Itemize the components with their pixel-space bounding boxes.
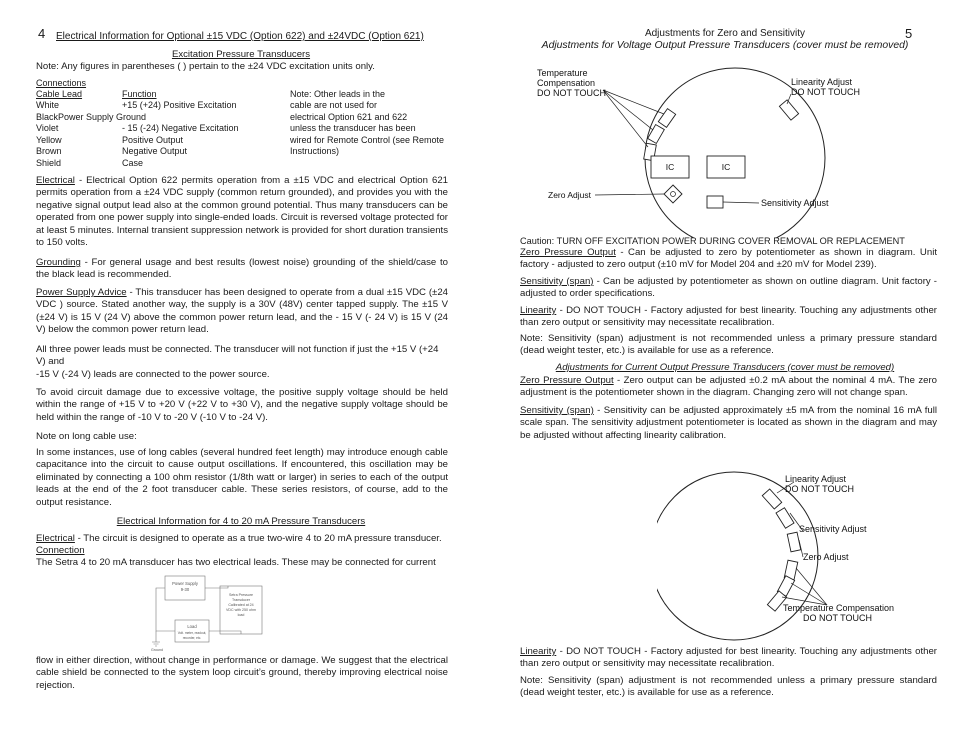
table-cell-lead: Brown [36,146,62,156]
transducer-label: Transducer [231,598,251,602]
linearity-pot [779,100,798,120]
table-cell-function: Positive Output [122,135,184,145]
caution-text: Caution: TURN OFF EXCITATION POWER DURING COVER REMOVAL OR REPLACEMENT [520,236,905,246]
table-cell-function: +15 (+24) Positive Excitation [122,100,237,110]
linearity-label: Linearity Adjust [791,77,853,87]
linearity-label: Linearity [520,305,557,316]
temp-comp-label: Compensation [537,78,596,88]
col-header-function: Function [122,89,157,99]
ma-connection-text: The Setra 4 to 20 mA transducer has two electrical leads. These may be connected for current [36,557,436,568]
table-cell-function: Case [122,158,144,168]
sensitivity-paragraph [520,276,937,301]
ma-electrical-label: Electrical [36,533,75,544]
linearity-label: DO NOT TOUCH [785,484,855,494]
temp-comp-label: Temperature [537,68,588,78]
transducer-label: VDC with 250 ohm [226,608,256,612]
table-cell-lead: Violet [36,123,59,133]
ic-label: IC [721,162,731,172]
grounding-paragraph [36,257,448,282]
side-note-line: electrical Option 621 and 622 [290,112,408,122]
linearity-label: DO NOT TOUCH [791,87,861,97]
power-supply-voltage: 9-30 [180,587,190,592]
side-note-line: Note: Other leads in the [290,89,386,99]
all-three-leads-paragraph [36,344,448,381]
page-title: Electrical Information for Optional ±15 VDC (Option 622) and ±24VDC (Option 621) [56,31,424,42]
zero-output-text: - Can be adjusted to zero by potentiometer as shown in diagram. Unit factory - adjusted to zero output (±10 mV for Model 204 and ±20 mV for Model 239). [520,247,937,271]
current-zero-text: - Zero output can be adjusted ±0.2 mA about the nominal 4 mA. The zero adjustment is the potentiometer shown in the diagram. Changing zero will not change span. [520,375,937,399]
avoid-damage-paragraph: To avoid circuit damage due to excessive voltage, the positive supply voltage should be held within the range of +15 V to +20 V (+22 V to +30 V), and the negative supply voltage should be held within the range of -10 V to -20 V (-10 V to -24 V). [36,387,448,423]
col-header-cable-lead: Cable Lead [36,89,83,99]
note-paragraph-2: Note: Sensitivity (span) adjustment is not recommended unless a primary pressure standard (dead weight tester, etc.) is available for use as a reference. [520,675,937,699]
linearity-paragraph-2 [520,646,937,671]
table-cell-function: Negative Output [122,146,188,156]
electrical-text: - Electrical Option 622 permits operation from a ±15 VDC and electrical Option 621 permits operation from a ±24 VDC supply (common return grounded), and provides you with the negative signal output lead also at the common ground potential. Thus many transducers can be operated from one power supply into single-ended loads. Circuit is reversed voltage protected for at least 5 minutes. Internal transient suppression network is provided for short duration transients to 150 volts. [36,175,448,249]
sensitivity-adjust-label: Sensitivity Adjust [761,198,829,208]
page-number: 4 [38,26,46,41]
excitation-note: Note: Any figures in parentheses ( ) pertain to the ±24 VDC excitation units only. [36,61,375,72]
linearity-label-2: Linearity [520,646,557,657]
side-note-line: cable are not used for [290,100,378,110]
current-zero-label: Zero Pressure Output [520,375,614,386]
long-cable-paragraph: In some instances, use of long cables (several hundred feet length) may introduce enough cable capacitance into the circuit to cause output oscillations. If encountered, this oscillation may be eliminated by connecting a 100 ohm resistor (1/8th watt or larger) in series to each of the output leads at the end of the 2 foot transducer cable. These series resistors, of course, add to the output resistance. [36,447,448,508]
long-cable-heading: Note on long cable use: [36,431,137,442]
power-supply-label: Power Supply [172,581,198,586]
right-page [477,0,954,738]
all-three-line-2: -15 V (-24 V) leads are connected to the power source. [36,368,270,380]
side-note-line: wired for Remote Control (see Remote [290,135,445,145]
zero-adjust-label: Zero Adjust [548,190,591,200]
connections-heading: Connections [36,78,87,88]
table-cell-lead: White [36,100,60,110]
transducer-outline [657,472,818,640]
electrical-paragraph [36,175,448,249]
current-adjust-diagram [657,462,897,642]
sensitivity-text: - Can be adjusted by potentiometer as shown on outline diagram. Unit factory - adjusted to order specifications. [520,276,938,300]
current-sensitivity-text: - Sensitivity can be adjusted approximately ±5 mA from the nominal 16 mA full scale span. The sensitivity adjustment potentiometer is located as shown in the diagram and may be adjusted without affecting linearity calibration. [520,405,937,441]
ma-electrical-text: - The circuit is designed to operate as a true two-wire 4 to 20 mA pressure transducer. [74,533,442,544]
power-supply-advice-text: - This transducer has been designed to operate from a dual ±15 VDC (±24 VDC ) source. Stated another way, the supply is a 30V (48V) center tapped supply. The ±15 V (±24 V) is 15 V (24 V) above the common power return lead, and the - 15 V (- 24 V) is 15 V (24 V) below the common power return lead. [36,287,448,336]
zero-pot [787,532,801,552]
ma-section-heading: Electrical Information for 4 to 20 mA Pressure Transducers [116,516,366,527]
temp-comp-label: DO NOT TOUCH [537,88,607,98]
table-cell-function: - 15 (-24) Negative Excitation [122,123,239,133]
current-sensitivity-label: Sensitivity (span) [520,405,594,416]
load-label: Load [187,624,197,629]
temp-comp-label: Temperature Compensation [783,603,895,613]
temp-comp-pot [658,109,675,128]
linearity-text: - DO NOT TOUCH - Factory adjusted for best linearity. Touching any adjustments other than zero output or sensitivity may necessitate recalibration. [520,305,937,329]
wiring-diagram [148,572,278,652]
all-three-line-1: All three power leads must be connected. The transducer will not function if just the +15 V (+24 V) and [36,344,439,368]
ground-label: Ground [151,648,163,652]
transducer-label: Setra Pressure [229,593,253,597]
power-supply-advice-label: Power Supply Advice [36,287,127,298]
side-note-line: unless the transducer has been [290,123,416,133]
side-note-line: Instructions) [290,146,340,156]
current-sensitivity-paragraph [520,405,937,442]
sensitivity-pot [707,196,723,208]
load-detail: recorder, etc. [182,636,202,640]
zero-output-label: Zero Pressure Output [520,247,616,258]
zero-output-paragraph [520,247,937,272]
transducer-label: Calibrated at 24 [228,603,254,607]
table-cell-lead: Yellow [36,135,62,145]
current-adjust-heading-text: Adjustments for Current Output Pressure Transducers (cover must be removed) [555,362,895,373]
linearity-text-2: - DO NOT TOUCH - Factory adjusted for best linearity. Touching any adjustments other than zero output or sensitivity may necessitate recalibration. [520,646,937,670]
flow-paragraph: flow in either direction, without change in performance or damage. We suggest that the electrical cable shield be connected to the system loop circuit’s ground, thereby improving electrical noise rejection. [36,655,448,691]
table-cell-lead: BlackPower Supply Ground [36,112,147,122]
current-adjust-heading [520,362,930,374]
grounding-label: Grounding [36,257,81,268]
zero-adjust-label: Zero Adjust [803,552,849,562]
temp-comp-label: DO NOT TOUCH [803,613,873,623]
adjustments-heading: Adjustments for Zero and Sensitivity [644,28,806,39]
sensitivity-pot [776,508,794,529]
section-heading: Excitation Pressure Transducers [171,49,311,60]
load-detail: Volt. meter, readout, [177,631,207,635]
ma-electrical-paragraph [36,533,448,545]
linearity-label: Linearity Adjust [785,474,847,484]
linearity-paragraph [520,305,937,330]
ma-connection-heading: Connection [36,545,85,556]
sensitivity-adjust-label: Sensitivity Adjust [799,524,867,534]
electrical-label: Electrical [36,175,75,186]
transducer-label: load [237,613,245,617]
power-supply-advice-paragraph [36,287,448,337]
ic-label: IC [665,162,675,172]
leader-lines [595,90,791,203]
zero-pot [664,185,682,203]
voltage-adjust-diagram [527,58,927,238]
grounding-text: - For general usage and best results (lowest noise) grounding of the shield/case to the black lead is recommended. [36,257,448,281]
voltage-adjust-subheading: Adjustments for Voltage Output Pressure Transducers (cover must be removed) [541,40,909,51]
sensitivity-label: Sensitivity (span) [520,276,594,287]
page-number: 5 [905,26,913,41]
note-paragraph: Note: Sensitivity (span) adjustment is not recommended unless a primary pressure standard (dead weight tester, etc.) is available for use as a reference. [520,333,937,357]
current-zero-paragraph [520,375,937,400]
table-cell-lead: Shield [36,158,62,168]
